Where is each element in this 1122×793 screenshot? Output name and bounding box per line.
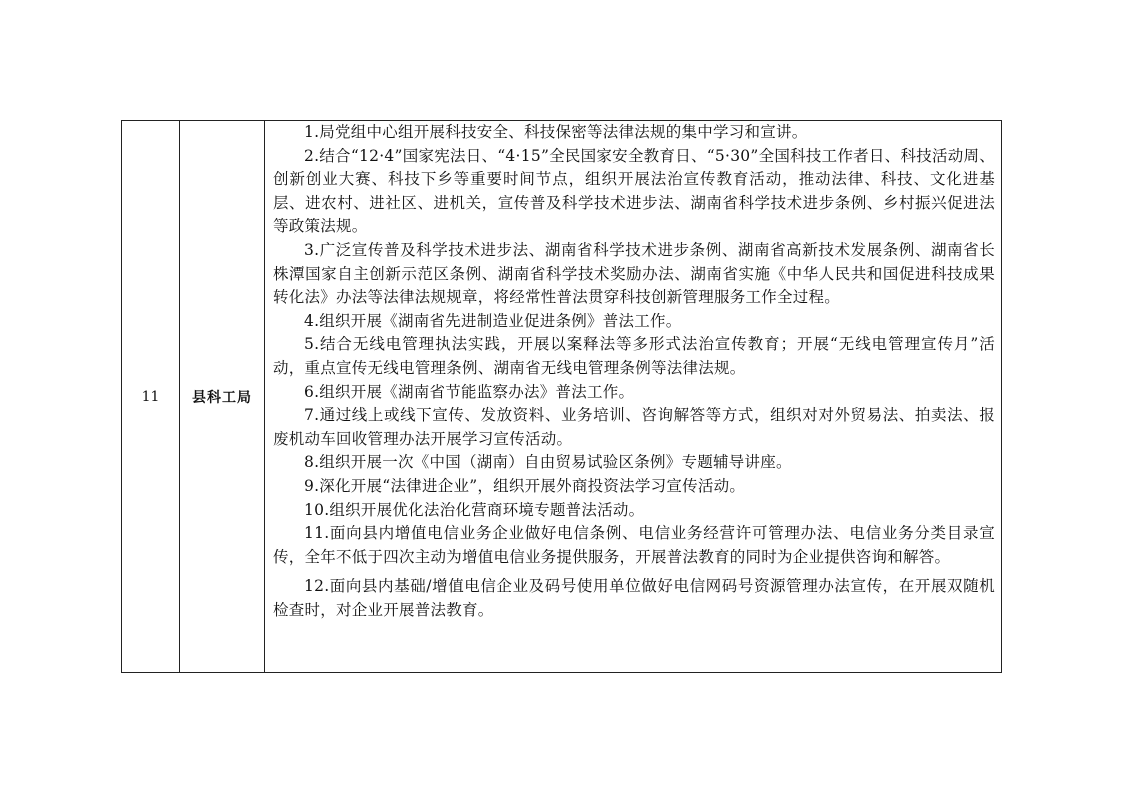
task-item: 7.通过线上或线下宣传、发放资料、业务培训、咨询解答等方式，组织对对外贸易法、拍卖法、报废机动车回收管理办法开展学习宣传活动。 bbox=[273, 406, 995, 448]
table-row bbox=[122, 121, 1002, 673]
task-item: 6.组织开展《湖南省节能监察办法》普法工作。 bbox=[304, 382, 635, 401]
task-item: 10.组织开展优化法治化营商环境专题普法活动。 bbox=[304, 500, 645, 519]
task-content bbox=[265, 121, 1002, 673]
row-number: 11 bbox=[122, 121, 180, 673]
department-name: 县科工局 bbox=[180, 121, 265, 673]
task-item: 1.局党组中心组开展科技安全、科技保密等法律法规的集中学习和宣讲。 bbox=[304, 123, 808, 141]
task-item: 3.广泛宣传普及科学技术进步法、湖南省科学技术进步条例、湖南省高新技术发展条例、湖南省长株潭国家自主创新示范区条例、湖南省科学技术奖励办法、湖南省实施《中华人民共和国促进科技成果转化法》办法等法律法规规章，将经常性普法贯穿科技创新管理服务工作全过程。 bbox=[273, 240, 995, 307]
task-item: 11.面向县内增值电信业务企业做好电信条例、电信业务经营许可管理办法、电信业务分类目录宣传，全年不低于四次主动为增值电信业务提供服务，开展普法教育的同时为企业提供咨询和解答。 bbox=[273, 524, 995, 566]
task-item: 9.深化开展“法律进企业”，组织开展外商投资法学习宣传活动。 bbox=[304, 476, 746, 495]
task-item: 4.组织开展《湖南省先进制造业促进条例》普法工作。 bbox=[304, 311, 682, 330]
task-item: 8.组织开展一次《中国（湖南）自由贸易试验区条例》专题辅导讲座。 bbox=[304, 453, 792, 472]
law-education-table bbox=[121, 120, 1002, 673]
task-item: 5.结合无线电管理执法实践，开展以案释法等多形式法治宣传教育；开展“无线电管理宣传月”活动，重点宣传无线电管理条例、湖南省无线电管理条例等法律法规。 bbox=[273, 335, 995, 377]
task-item: 2.结合“12·4”国家宪法日、“4·15”全民国家安全教育日、“5·30”全国科技工作者日、科技活动周、创新创业大赛、科技下乡等重要时间节点，组织开展法治宣传教育活动，推动法律、科技、文化进基层、进农村、进社区、进机关，宣传普及科学技术进步法、湖南省科学技术进步条例、乡村振兴促进法等政策法规。 bbox=[273, 146, 995, 236]
task-item: 12.面向县内基础/增值电信企业及码号使用单位做好电信网码号资源管理办法宣传，在开展双随机检查时，对企业开展普法教育。 bbox=[273, 577, 995, 619]
